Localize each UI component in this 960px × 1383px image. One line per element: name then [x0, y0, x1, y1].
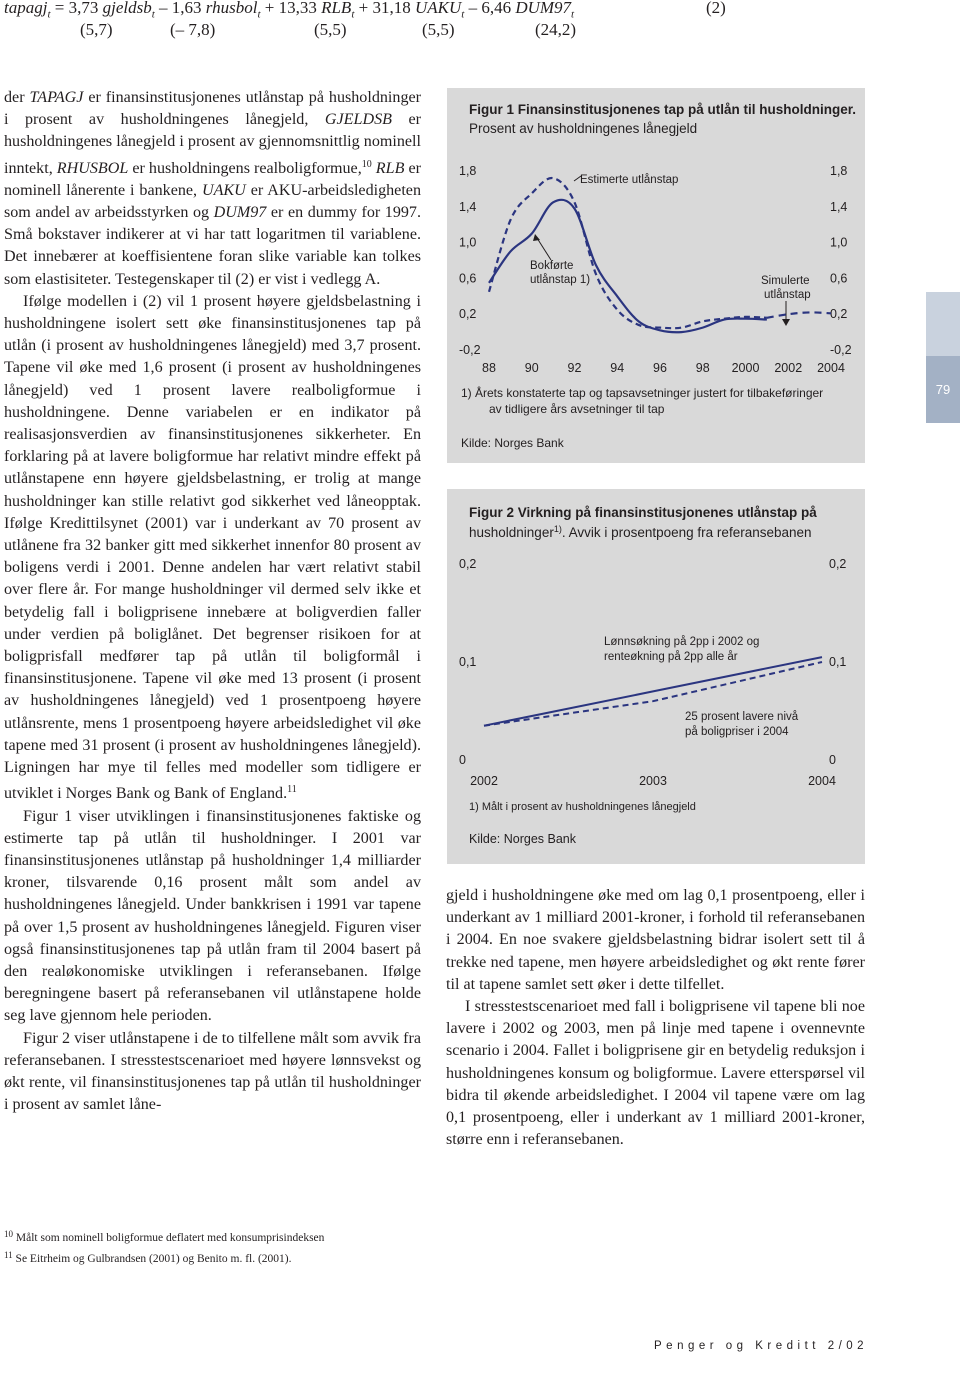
- t-value-5: (24,2): [535, 20, 577, 39]
- y-tick-right: -0,2: [830, 343, 852, 357]
- x-tick: 90: [524, 361, 539, 375]
- y-tick-right: 1,4: [830, 199, 848, 214]
- paragraph-definitions: der TAPAGJ er finansinstitusjonenes utlånstap på husholdninger i prosent av husholdningenes lånegjeld, GJELDSB er husholdningenes lånegjeld i prosent av gjennomsnittlig nominell inntekt, RHUSBOL er husholdningens realboligformue,$^{10}$ RLB er nominell lånerente i bankene, UAKU er AKU-arbeidsledigheten som andel av arbeidsstyrken og DUM97 er en dummy for 1997. Små bokstaver indikerer at vi har tatt logaritmen til variablene. Det innebærer at koeffisientene foran slike variable kan tolkes som elastisiteter. Testegenskaper til (2) er vist i vedlegg A.: [4, 89, 421, 288]
- y-tick-right: 0: [829, 753, 836, 767]
- x-tick: 2002: [774, 361, 803, 375]
- series-estimated-losses: [489, 178, 767, 328]
- x-tick: 2004: [817, 361, 845, 375]
- label-simulated-losses-2: utlånstap: [764, 289, 811, 301]
- page-number: 79: [926, 356, 960, 423]
- x-tick: 2004: [808, 774, 836, 788]
- y-tick-left: 0,2: [459, 307, 477, 322]
- t-value-1: (5,7): [80, 20, 113, 39]
- figure-1-source: Kilde: Norges Bank: [461, 436, 564, 450]
- paragraph-right-2: I stresstestscenarioet med fall i boligprisene vil tapene bli noe lavere i 2002 og 2003, men på linje med tapene i ovennevnte scenario i 2004. Fallet i boligprisene gir en betydelig reduksjon i husholdningenes konsum og boligformue. Lavere etterspørsel vil bidra til økende arbeidsledighet. I 2004 vil tapene være om lag 0,1 prosentpoeng, eller i underkant av 1 milliard 2001-kroner, større enn i referansebanen.: [446, 998, 865, 1149]
- paragraph-figure1: Figur 1 viser utviklingen i finansinstitusjonenes faktiske og estimerte tap på utlån til husholdninger. I 2001 var finansinstitusjonenes utlånstap på husholdninger 1,4 milliarder kroner, tilsvarende 0,16 prosent målt som andel av husholdningenes lånegjeld. Under bankkrisen i 1991 var tapene på over 1,5 prosent av husholdningenes lånegjeld. Figuren viser også finansinstitusjonenes tap på utlån fram til 2004 basert på den realøkonomiske utviklingen i referansebanen. Ifølge beregningene basert på referansebanen vil utlånstapene holde seg lave gjennom hele perioden.: [4, 807, 421, 1025]
- footnote-11: $^{11}$ Se Eitrheim og Gulbrandsen (2001) og Benito m. fl. (2001).: [4, 1250, 292, 1265]
- label-booked-losses-2: utlånstap 1): [530, 274, 591, 286]
- x-tick: 2003: [639, 774, 667, 788]
- x-tick: 94: [610, 361, 625, 375]
- y-tick-left: 0,6: [459, 271, 477, 286]
- x-tick: 96: [653, 361, 667, 375]
- figure-2: [447, 489, 865, 864]
- booked-arrow: [537, 238, 551, 260]
- y-tick-left: 0,2: [459, 557, 477, 571]
- label-estimated-losses: Estimerte utlånstap: [580, 174, 679, 186]
- y-tick-left: 1,0: [459, 235, 477, 250]
- y-tick-left: 1,8: [459, 164, 477, 178]
- left-column: [4, 87, 421, 1116]
- label-simulated-losses-1: Simulerte: [761, 275, 810, 287]
- figure-2-note: 1) Målt i prosent av husholdningenes lånegjeld: [469, 801, 696, 813]
- figure-1-title: Figur 1 Finansinstitusjonenes tap på utlån til husholdninger.: [469, 102, 857, 117]
- simulated-arrow-head: [782, 319, 790, 326]
- t-value-2: (– 7,8): [170, 20, 216, 39]
- x-tick: 92: [567, 361, 582, 375]
- figure-2-subtitle: husholdninger$^{1)}$. Avvik i prosentpoeng fra referansebanen: [469, 524, 812, 540]
- y-tick-right: 1,0: [830, 235, 848, 250]
- y-tick-right: 0,1: [829, 655, 847, 669]
- figure-2-title: Figur 2 Virkning på finansinstitusjonenes utlånstap på: [469, 505, 817, 520]
- paragraph-right-1: gjeld i husholdningene øke med om lag 0,1 prosentpoeng, eller i underkant av 1 milliard 2001-kroner, i forhold til referansebanen i 2004. En noe svakere gjeldsbelastning bidrar isolert sett til å trekke ned tapene, men høyere arbeidsledighet og økt rente fører til at tapene samlet sett øker i dette tilfellet.: [446, 887, 865, 993]
- figure-1: [447, 88, 865, 463]
- figure-2-source: Kilde: Norges Bank: [469, 832, 577, 846]
- t-value-3: (5,5): [314, 20, 347, 39]
- equation-number: (2): [706, 0, 726, 17]
- paragraph-model: Ifølge modellen i (2) vil 1 prosent høyere gjeldsbelastning i husholdningene isolert sett øke finansinstitusjonenes tap på utlån (i prosent av husholdningenes lånegjeld) med 3,7 prosent. Tapene vil øke med 1,6 prosent (i prosent av husholdningenes lånegjeld) ved 1 prosent lavere realboligformue i husholdningene. Denne variabelen er en indikator på realisasjonsverdien av finansinstitusjonenes sikkerheter. En forklaring på at lavere boligformue har relativt mindre effekt på utlånstapene enn høyere gjeldsbelastning, er trolig at mange husholdninger kan stille relativt god sikkerhet ved låneopptak. Ifølge Kredittilsynet (2001) var i underkant av 70 prosent av utlånene fra 32 banker gitt med sikkerhet innenfor 80 prosent av boligens verdi i 2001. Denne andelen har vært relativt stabil over flere år. For mange husholdninger vil dermed selv ikke et betydelig fall i boligprisene innebære at boligverdien faller under verdien på boliglånet. Det begrenser risikoen for at boligprisfall medfører tap på utlån til boligformål i finansinstitusjonene. Tapene vil øke med 13 prosent (i prosent av husholdningenes lånegjeld) ved 1 prosentpoeng høyere utlånsrente, mens 1 prosentpoeng høyere arbeidsledighet vil øke tapene med 31 prosent (i prosent av husholdningenes lånegjeld). Ligningen har mye til felles med modeller som tidligere er utviklet i Norges Bank og Bank of England.$^{11}$: [4, 292, 421, 803]
- label-booked-losses-1: Bokførte: [530, 260, 574, 272]
- side-tab-upper: [926, 292, 960, 356]
- y-tick-left: 0,1: [459, 655, 477, 669]
- y-tick-left: 0: [459, 753, 466, 767]
- label-house-price-2: på boligpriser i 2004: [685, 726, 789, 738]
- figure-1-subtitle: Prosent av husholdningenes lånegjeld: [469, 121, 698, 136]
- right-column: [446, 885, 865, 1151]
- equation: tapagj$_t$ = 3,73 gjeldsb$_t$ – 1,63 rhusbol$_t$ + 13,33 $RLB_t + 31,18$ $UAKU_t - 6,46$ $DUM97_t$: [4, 0, 575, 21]
- figure-1-note-1: 1) Årets konstaterte tap og tapsavsetninger justert for tilbakeføringer: [461, 386, 824, 400]
- x-tick: 2000: [731, 361, 760, 375]
- y-tick-left: 1,4: [459, 199, 477, 214]
- x-tick: 2002: [470, 774, 498, 788]
- x-tick: 88: [482, 361, 496, 375]
- y-tick-right: 0,2: [830, 307, 848, 322]
- figure-1-chart: [447, 88, 865, 463]
- x-tick: 98: [695, 361, 710, 375]
- label-wage-rate-2: renteøkning på 2pp alle år: [604, 651, 738, 663]
- booked-arrow-head: [533, 234, 540, 241]
- label-wage-rate-1: Lønnsøkning på 2pp i 2002 og: [604, 636, 760, 648]
- footnote-10: $^{10}$ Målt som nominell boligformue deflatert med konsumprisindeksen: [4, 1229, 325, 1244]
- t-value-4: (5,5): [422, 20, 455, 39]
- footnotes: [4, 1226, 324, 1268]
- y-tick-left: -0,2: [459, 343, 481, 357]
- y-tick-right: 0,6: [830, 271, 848, 286]
- figure-1-note-2: av tidligere års avsetninger til tap: [489, 402, 665, 416]
- y-tick-right: 0,2: [829, 557, 847, 571]
- y-tick-right: 1,8: [830, 164, 848, 178]
- figure-2-chart: [447, 489, 865, 864]
- paragraph-figure2: Figur 2 viser utlånstapene i de to tilfellene målt som avvik fra referansebanen. I stresstestscenarioet med høyere lønnsvekst og økt rente, vil finansinstitusjonenes tap på utlån til husholdninger i prosent av samlet låne-: [4, 1029, 421, 1114]
- label-house-price-1: 25 prosent lavere nivå: [685, 711, 799, 723]
- series-simulated-losses: [767, 312, 831, 317]
- journal-footer: Penger og Kreditt 2/02: [654, 1340, 869, 1352]
